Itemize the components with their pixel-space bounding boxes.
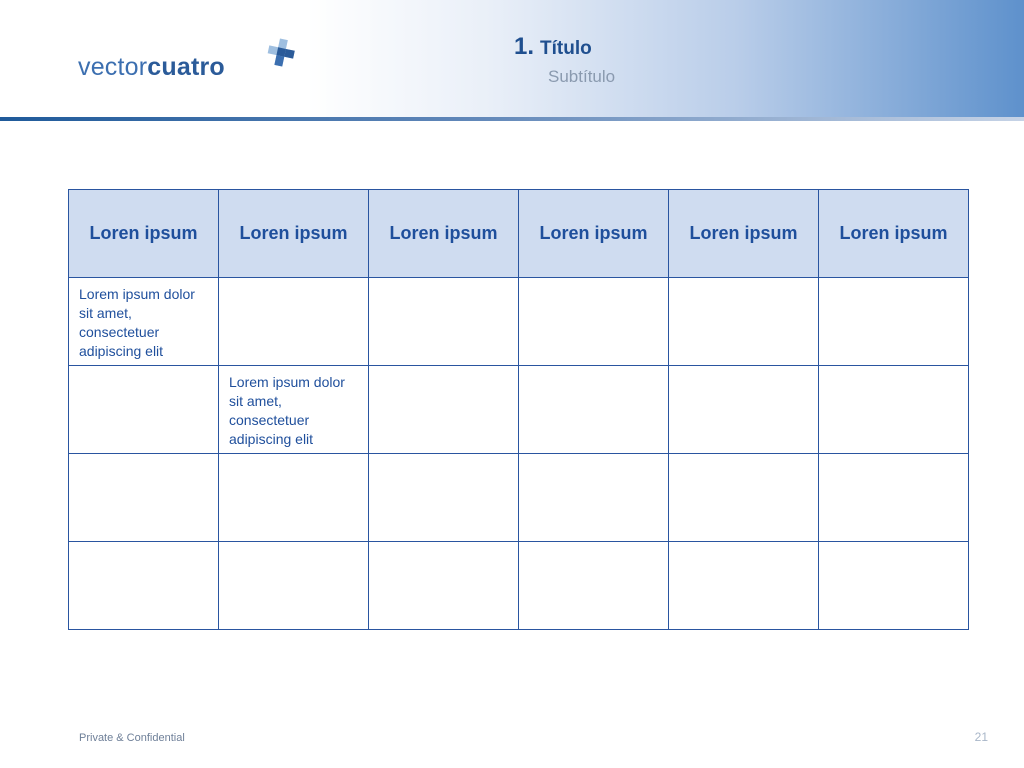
cell-text <box>669 366 818 373</box>
table-cell <box>369 454 519 542</box>
table-row <box>69 278 969 366</box>
table-cell <box>219 366 369 454</box>
column-header: Loren ipsum <box>519 190 669 278</box>
cell-text <box>369 454 518 461</box>
content-table <box>68 189 969 630</box>
table-cell <box>819 278 969 366</box>
slide-subtitle: Subtítulo <box>548 67 616 86</box>
cell-text <box>519 542 668 549</box>
table-cell <box>519 542 669 630</box>
table-cell <box>519 278 669 366</box>
table-cell <box>369 278 519 366</box>
table-cell <box>69 454 219 542</box>
cell-text <box>69 366 218 373</box>
table-cell <box>519 454 669 542</box>
cell-text <box>819 278 968 285</box>
cell-text <box>219 278 368 285</box>
table-cell <box>219 542 369 630</box>
column-header: Loren ipsum <box>819 190 969 278</box>
cell-text <box>819 454 968 461</box>
column-header: Loren ipsum <box>219 190 369 278</box>
cell-text <box>519 366 668 373</box>
column-header: Loren ipsum <box>669 190 819 278</box>
table-cell <box>369 366 519 454</box>
cell-text: Lorem ipsum dolor sit amet, consectetuer adipiscing elit <box>229 374 345 447</box>
cell-text <box>669 278 818 285</box>
table-cell <box>819 542 969 630</box>
confidential-notice: Private & Confidential <box>79 732 185 744</box>
cell-text <box>369 366 518 373</box>
logo-vector-text: vector <box>78 53 148 81</box>
cell-text <box>69 454 218 461</box>
cell-text <box>669 542 818 549</box>
cell-text <box>69 542 218 549</box>
table-cell <box>519 366 669 454</box>
cell-text <box>819 542 968 549</box>
slide-title: Título <box>540 38 592 59</box>
cell-text <box>369 542 518 549</box>
header-divider <box>0 117 1024 121</box>
section-number: 1. <box>514 33 535 60</box>
column-header: Loren ipsum <box>369 190 519 278</box>
table-cell <box>669 542 819 630</box>
cell-text <box>369 278 518 285</box>
table-cell <box>669 454 819 542</box>
cell-text <box>819 366 968 373</box>
logo-cross-icon <box>266 38 296 68</box>
page-number: 21 <box>974 730 988 744</box>
cell-text <box>219 454 368 461</box>
table-cell <box>69 278 219 366</box>
table-cell <box>369 542 519 630</box>
table-cell <box>219 278 369 366</box>
title-line <box>514 33 615 59</box>
table-cell <box>819 366 969 454</box>
table-cell <box>669 278 819 366</box>
cell-text <box>219 542 368 549</box>
table-row <box>69 542 969 630</box>
cell-text <box>669 454 818 461</box>
table-cell <box>69 366 219 454</box>
table-header-row <box>69 190 969 278</box>
table-row <box>69 454 969 542</box>
table-cell <box>669 366 819 454</box>
column-header: Loren ipsum <box>69 190 219 278</box>
cell-text <box>519 278 668 285</box>
logo-wordmark <box>78 55 225 80</box>
logo-cuatro-text: cuatro <box>147 53 225 81</box>
vectorcuatro-logo <box>78 46 225 80</box>
cell-text: Lorem ipsum dolor sit amet, consectetuer adipiscing elit <box>79 286 195 359</box>
table-cell <box>819 454 969 542</box>
cell-text <box>519 454 668 461</box>
table-row <box>69 366 969 454</box>
table-cell <box>69 542 219 630</box>
slide-title-block <box>514 33 615 87</box>
table-cell <box>219 454 369 542</box>
